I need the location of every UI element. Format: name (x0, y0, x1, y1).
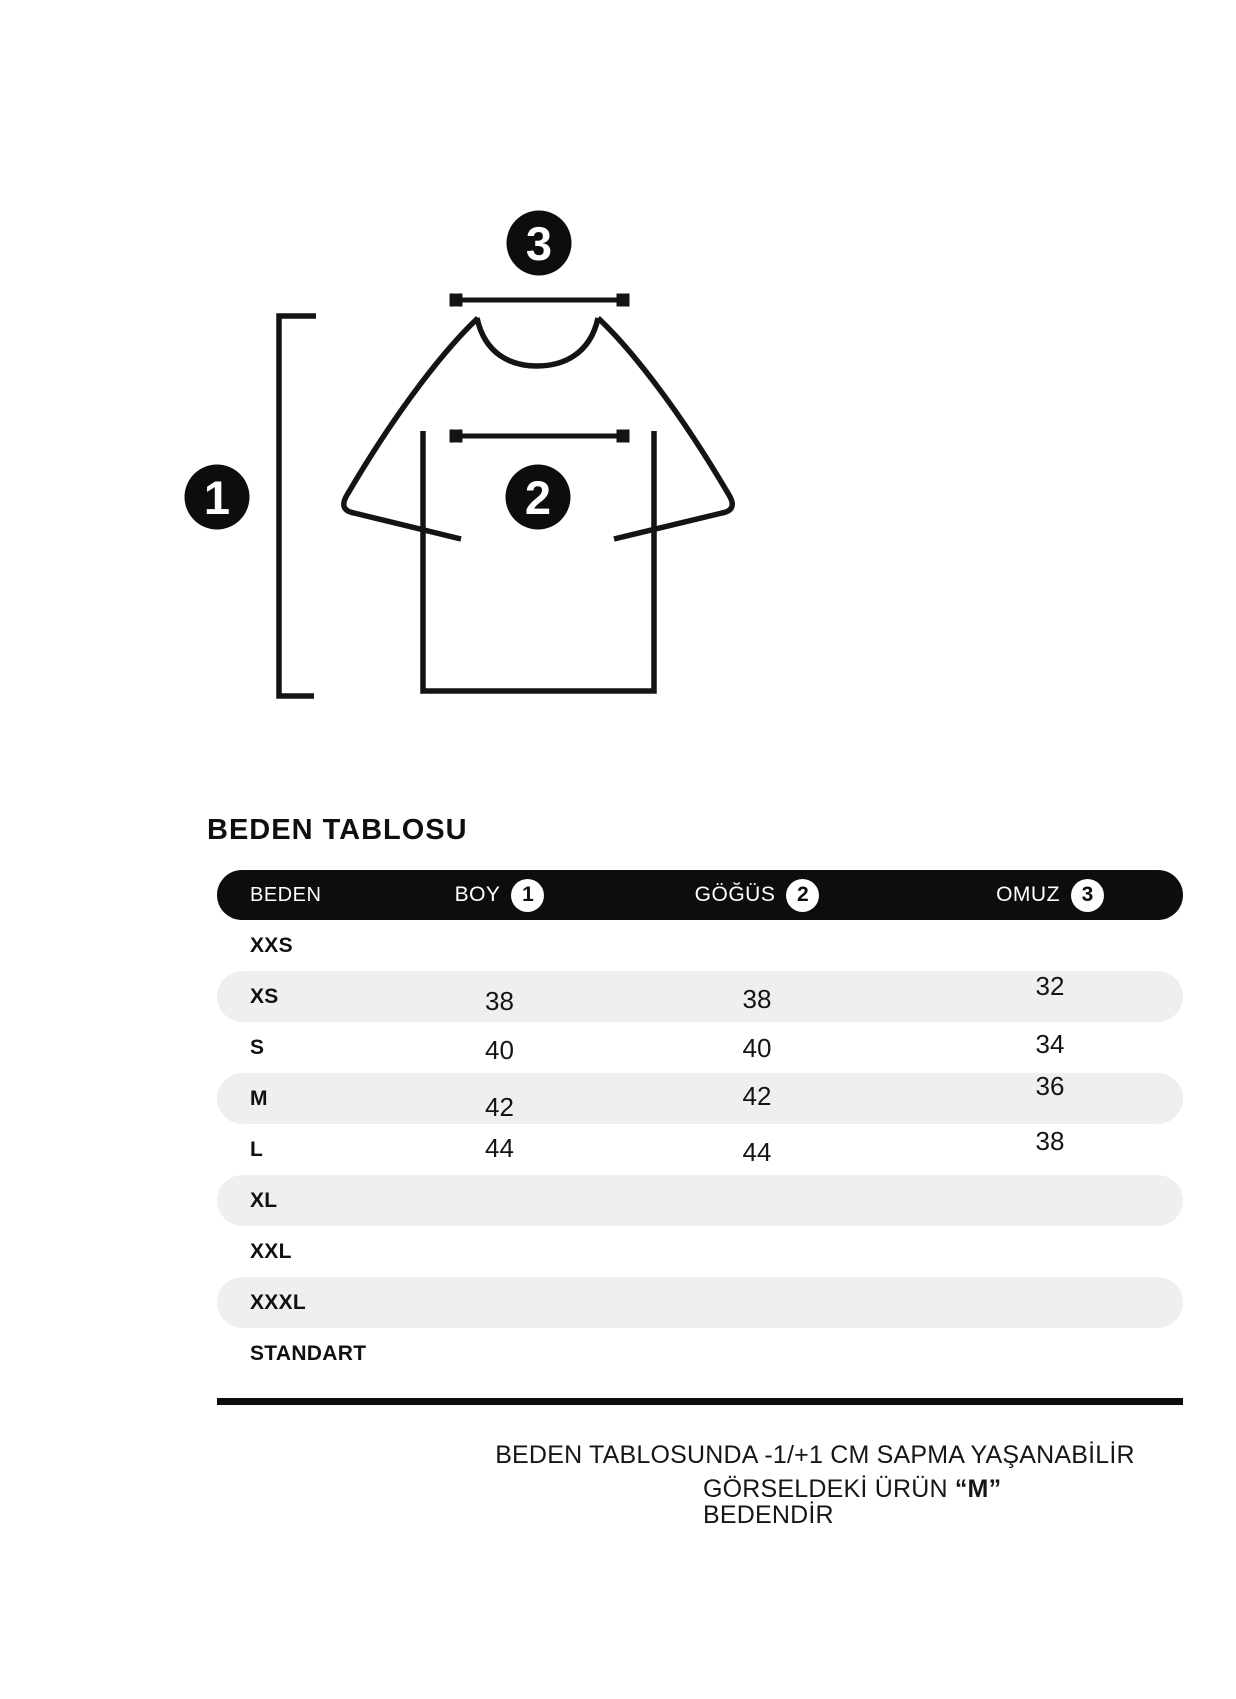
boy-value: 40 (485, 1035, 514, 1065)
footer-note-model-size (703, 1476, 1223, 1528)
size-label: XXXL (250, 1290, 307, 1314)
gogus-value: 40 (742, 1033, 772, 1063)
boy-value: 38 (485, 986, 514, 1016)
table-row-xs (217, 971, 1183, 1022)
table-row-xxxl (217, 1277, 1183, 1328)
size-label: XL (250, 1188, 278, 1212)
size-label: S (250, 1035, 265, 1059)
header-boy (402, 879, 597, 912)
tshirt-measurement-diagram (0, 0, 1236, 760)
size-label: STANDART (250, 1341, 367, 1365)
table-row-m (217, 1073, 1183, 1124)
omuz-value: 34 (1035, 1029, 1065, 1059)
header-boy-label: BOY (454, 883, 501, 906)
footer-divider (217, 1398, 1183, 1405)
footer-model-size-value: “M” (954, 1475, 1002, 1503)
table-row-standart (217, 1328, 1183, 1379)
page-title: BEDEN TABLOSU (207, 814, 468, 846)
table-row-xl (217, 1175, 1183, 1226)
size-table (217, 870, 1183, 1379)
tshirt-neck-line (477, 318, 598, 366)
table-row-s (217, 1022, 1183, 1073)
tshirt-left-sleeve-line (344, 318, 478, 539)
header-beden-label: BEDEN (250, 883, 322, 906)
table-row-xxs (217, 920, 1183, 971)
boy-value: 44 (485, 1133, 514, 1163)
size-label: XS (250, 984, 279, 1008)
marker-2-number: 2 (524, 471, 552, 524)
measure-cap (617, 430, 630, 443)
omuz-value: 32 (1035, 971, 1065, 1001)
header-marker-3-badge: 3 (1071, 879, 1104, 912)
gogus-value: 44 (742, 1137, 772, 1167)
length-bracket (279, 316, 316, 696)
marker-1-number: 1 (203, 471, 231, 524)
header-marker-1-badge: 1 (511, 879, 544, 912)
tshirt-right-sleeve-line (598, 318, 732, 539)
measure-cap (450, 430, 463, 443)
measure-cap (617, 294, 630, 307)
size-label: XXS (250, 933, 293, 957)
header-omuz (917, 879, 1183, 912)
footer-model-size-prefix: GÖRSELDEKİ ÜRÜN (703, 1475, 955, 1503)
size-label: XXL (250, 1239, 292, 1263)
table-header-row (217, 870, 1183, 920)
marker-3-number: 3 (525, 217, 553, 270)
table-row-xxl (217, 1226, 1183, 1277)
measure-cap (450, 294, 463, 307)
size-label: L (250, 1137, 264, 1161)
gogus-value: 38 (742, 984, 772, 1014)
header-gogus (597, 879, 917, 912)
boy-value: 42 (485, 1092, 514, 1122)
header-gogus-label: GÖĞÜS (694, 883, 776, 906)
gogus-value: 42 (742, 1081, 772, 1111)
footer-note-tolerance: BEDEN TABLOSUNDA -1/+1 CM SAPMA YAŞANABİLİR (495, 1441, 1135, 1469)
omuz-value: 36 (1035, 1071, 1065, 1101)
omuz-value: 38 (1035, 1126, 1065, 1156)
header-beden (217, 884, 402, 907)
size-label: M (250, 1086, 268, 1110)
table-row-l (217, 1124, 1183, 1175)
footer-model-size-suffix: BEDENDİR (703, 1501, 834, 1529)
header-omuz-label: OMUZ (996, 883, 1060, 906)
header-marker-2-badge: 2 (786, 879, 819, 912)
